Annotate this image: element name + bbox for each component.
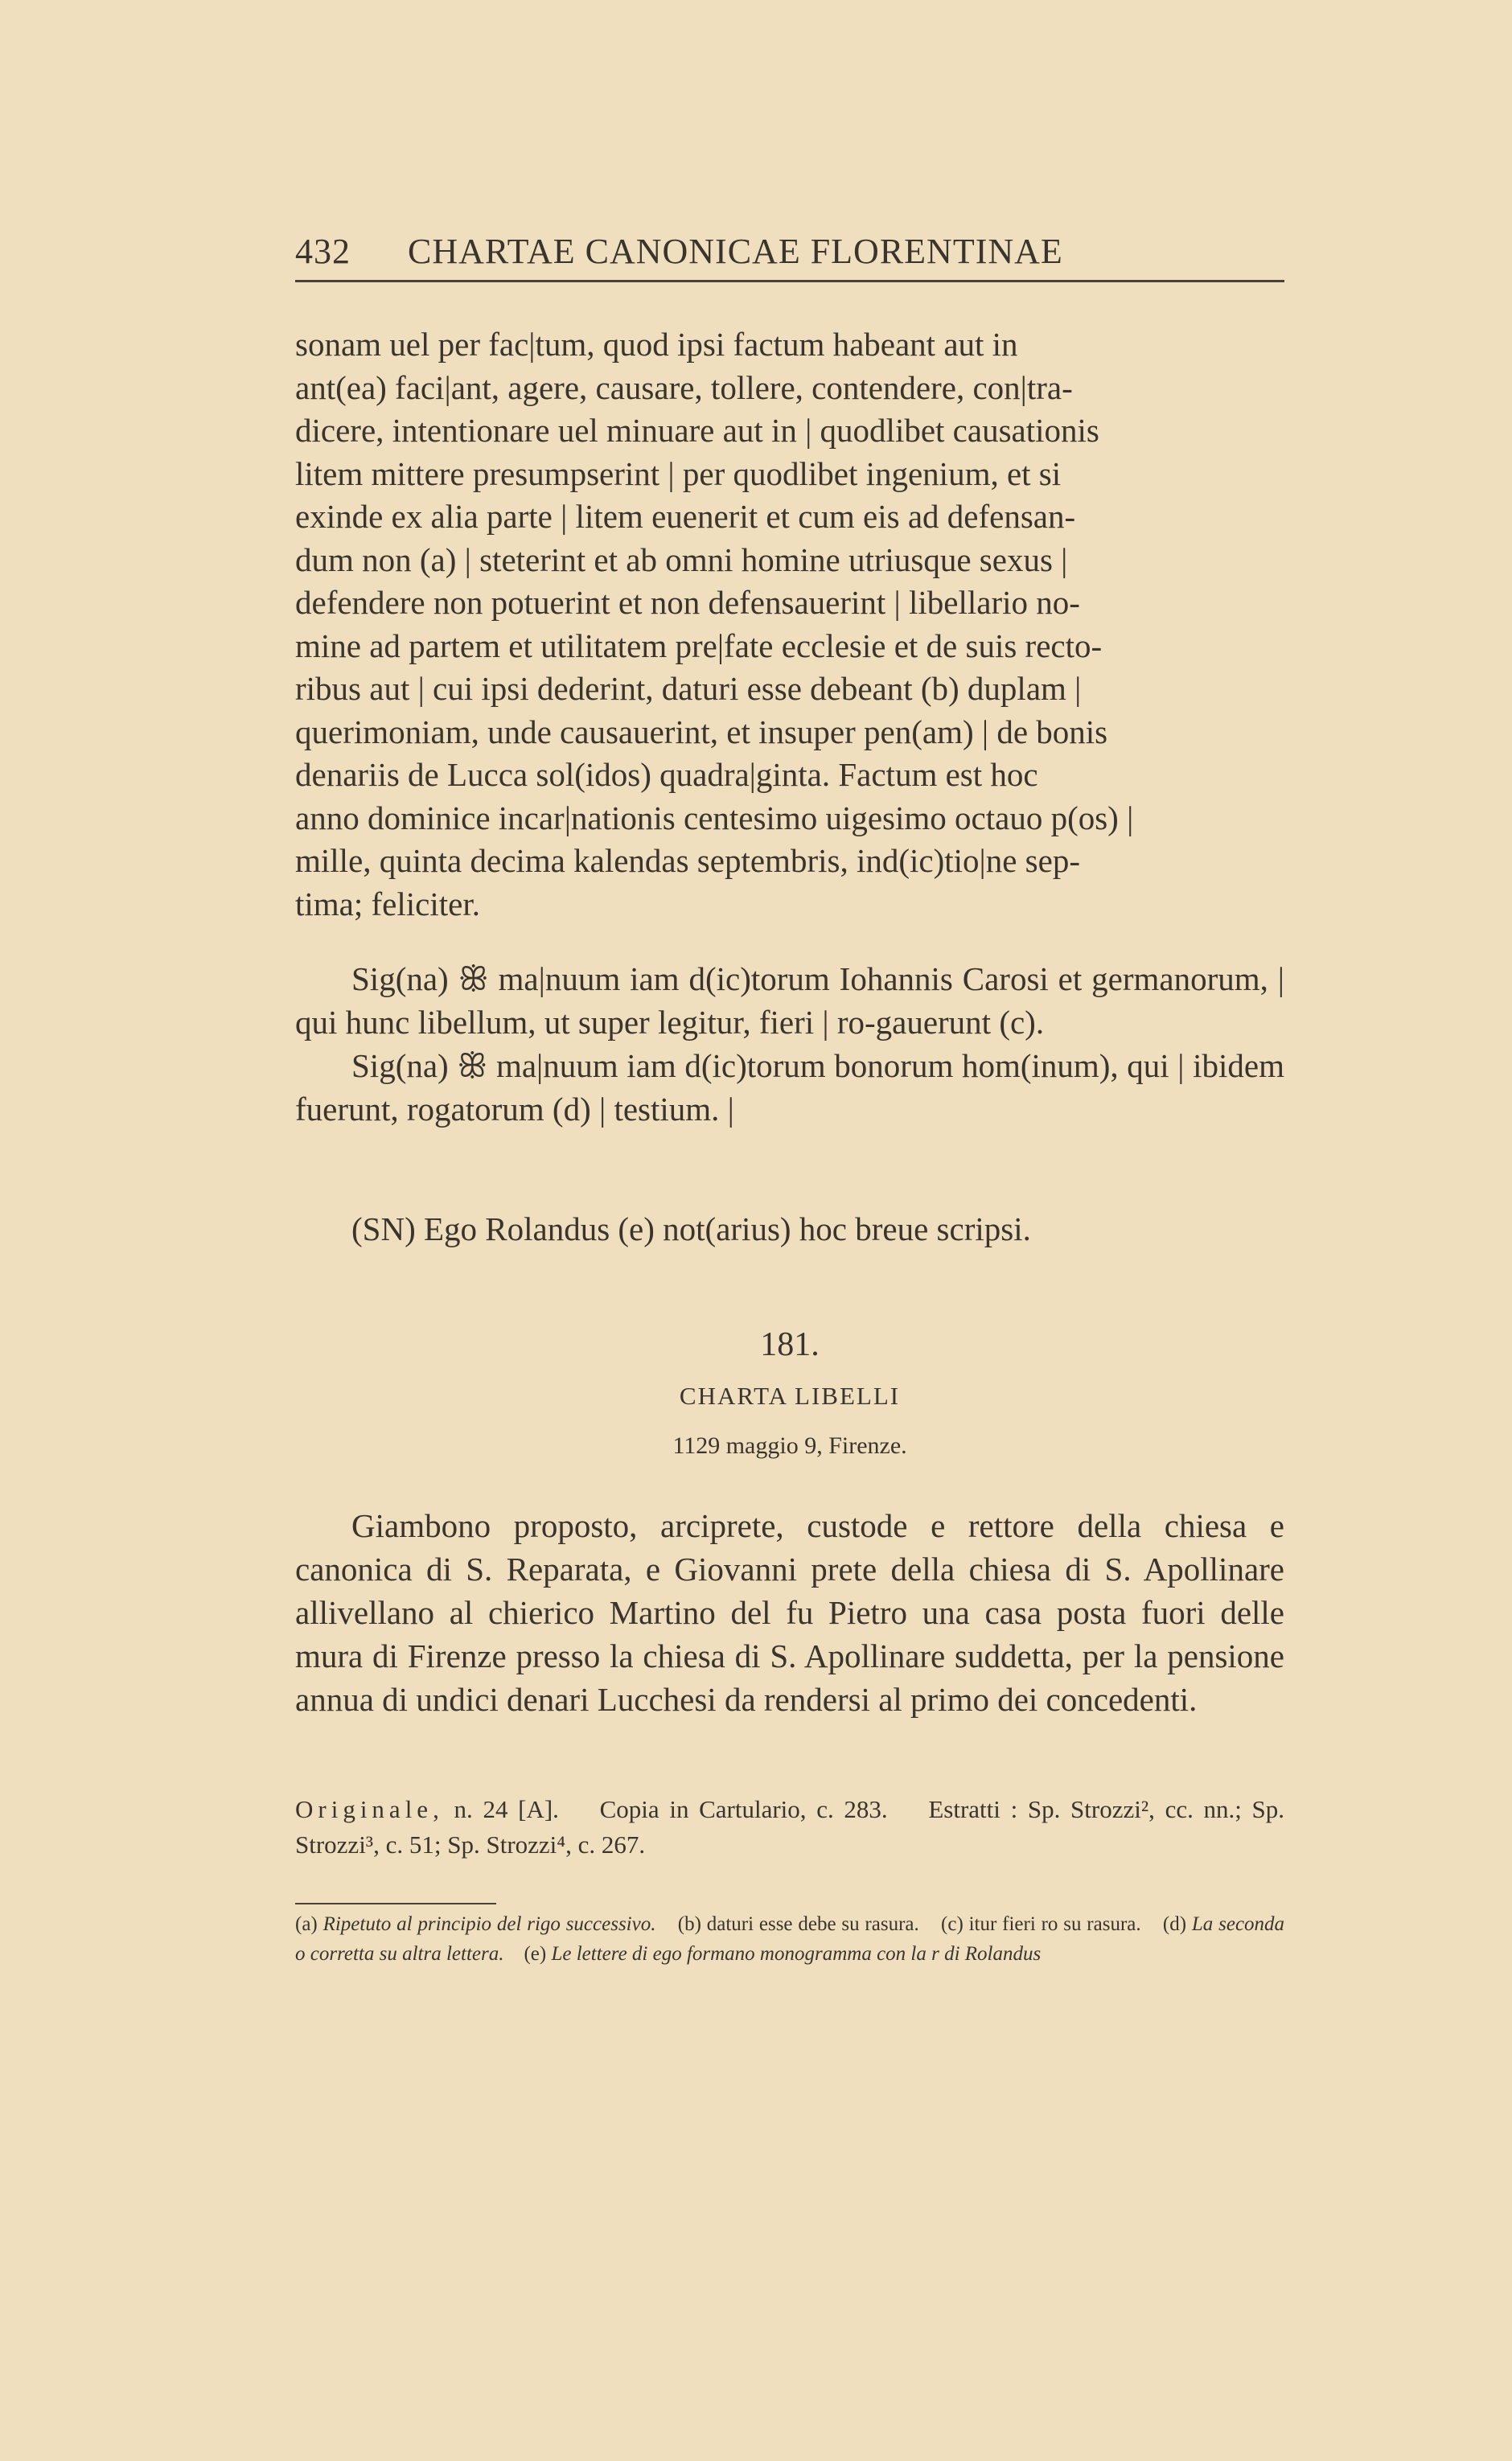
- original-label: Originale,: [295, 1795, 444, 1823]
- text-line: dum non (a) | steterint et ab omni homine utriusque sexus |: [295, 540, 1068, 578]
- signum-witness-2: Sig(na) ꕥ ma|nuum iam d(ic)torum bonorum hom(inum), qui | ibidem fuerunt, rogatorum (d) | testium. |: [295, 1047, 1284, 1128]
- running-title: CHARTAE CANONICAE FLORENTINAE: [408, 232, 1063, 271]
- footnote-text: itur fieri ro su rasura.: [968, 1913, 1141, 1935]
- text-line: sonam uel per fac|tum, quod ipsi factum habeant aut in: [295, 326, 1018, 363]
- text-line: ribus aut | cui ipsi dederint, daturi esse debeant (b) duplam |: [295, 670, 1082, 707]
- text-line: tima; feliciter.: [295, 885, 480, 922]
- footnote-text: La seconda o corretta su altra lettera.: [295, 1913, 1285, 1965]
- signum-witness-1: Sig(na) ꕥ ma|nuum iam d(ic)torum Iohannis Carosi et germanorum, | qui hunc libellum, ut super legitur, fieri | ro-gauerunt (c).: [295, 960, 1284, 1041]
- text-line: mille, quinta decima kalendas septembris, ind(ic)tio|ne sep-: [295, 842, 1080, 879]
- document-date: 1129 maggio 9, Firenze.: [672, 1432, 907, 1459]
- page-header: [295, 224, 1284, 282]
- extracts-label: Estratti :: [928, 1795, 1018, 1823]
- footnote-text: Le lettere di ego formano monogramma con la r di Rolandus: [551, 1943, 1042, 1965]
- footnote-mark: (c): [941, 1913, 963, 1935]
- footnote-divider: [295, 1903, 496, 1904]
- footnote-mark: (d): [1162, 1913, 1187, 1935]
- page-number: 432: [295, 232, 351, 271]
- document-number: 181.: [760, 1326, 820, 1363]
- document-summary: Giambono proposto, arciprete, custode e rettore della chiesa e canonica di S. Reparata, e Giovanni prete della chiesa di S. Apollinare allivellano al chierico Martino del fu Pietro una casa posta fuori delle mura di Firenze presso la chiesa di S. Apollinare suddetta, per la pensione annua di undici denari Lucchesi da rendersi al primo dei concedenti.: [295, 1507, 1284, 1718]
- footnote-mark: (a): [295, 1913, 318, 1935]
- text-line: anno dominice incar|nationis centesimo uigesimo octauo p(os) |: [295, 799, 1134, 836]
- footnote-mark: (e): [524, 1943, 547, 1965]
- footnote-text: Ripetuto al principio del rigo successivo.: [323, 1913, 656, 1935]
- document-title: CHARTA LIBELLI: [679, 1382, 901, 1410]
- text-line: denariis de Lucca sol(idos) quadra|ginta. Factum est hoc: [295, 756, 1038, 793]
- signatures: [295, 957, 1284, 1131]
- original-ref: n. 24 [A].: [454, 1795, 559, 1823]
- text-line: querimoniam, unde causauerint, et insuper pen(am) | de bonis: [295, 713, 1108, 750]
- text-line: ant(ea) faci|ant, agere, causare, tollere, contendere, con|tra-: [295, 368, 1073, 406]
- text-line: mine ad partem et utilitatem pre|fate ecclesie et de suis recto-: [295, 627, 1103, 664]
- charter-text: [295, 323, 1284, 926]
- footnotes: [295, 1909, 1284, 1969]
- extracts-list: Sp. Strozzi², cc. nn.; Sp. Strozzi³, c. 51; Sp. Strozzi⁴, c. 267.: [295, 1795, 1285, 1859]
- manuscript-tradition: [295, 1792, 1284, 1863]
- text-line: defendere non potuerint et non defensauerint | libellario no-: [295, 584, 1080, 621]
- footnote-text: daturi esse debe su rasura.: [706, 1913, 919, 1935]
- copy-ref: Copia in Cartulario, c. 283.: [599, 1795, 888, 1823]
- notary-subscription: (SN) Ego Rolandus (e) not(arius) hoc breue scripsi.: [351, 1210, 1031, 1247]
- text-line: litem mittere presumpserint | per quodlibet ingenium, et si: [295, 454, 1062, 492]
- text-line: exinde ex alia parte | litem euenerit et cum eis ad defensan-: [295, 498, 1076, 535]
- footnote-mark: (b): [677, 1913, 701, 1935]
- text-line: dicere, intentionare uel minuare aut in | quodlibet causationis: [295, 412, 1099, 449]
